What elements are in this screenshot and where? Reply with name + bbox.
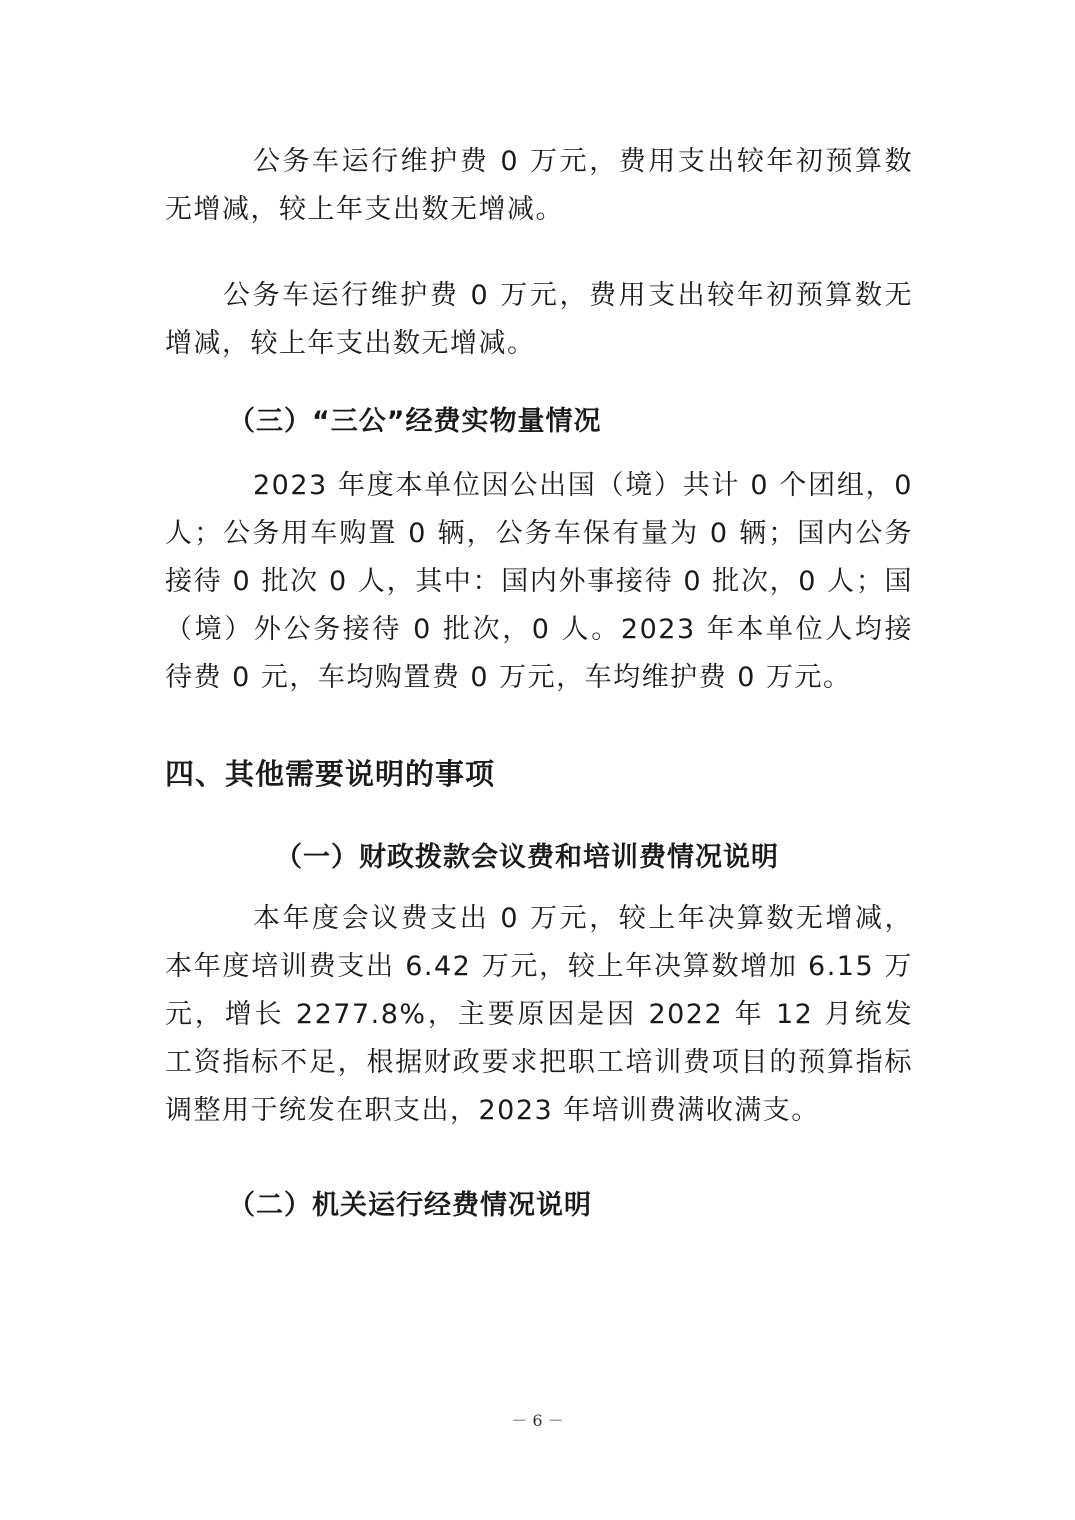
heading-meeting-training: （一）财政拨款会议费和培训费情况说明 <box>275 842 779 873</box>
paragraph-vehicle-maintenance-2: 公务车运行维护费 0 万元，费用支出较年初预算数无增减，较上年支出数无增减。 <box>165 280 913 359</box>
paragraph-sangong-physical: 2023 年度本单位因公出国（境）共计 0 个团组，0 人；公务用车购置 0 辆，公务车保有量为 0 辆；国内公务接待 0 批次 0 人，其中：国内外事接待 0 批次，0 人；国（境）外公务接待 0 批次，0 人。2023 年本单位人均接待费 0 元，车均购置费 0 万元，车均维护费 0 万元。 <box>165 470 913 693</box>
page-number: － 6 － <box>511 1411 564 1430</box>
heading-sangong-physical: （三）“三公”经费实物量情况 <box>228 406 602 437</box>
paragraph-vehicle-maintenance-1: 公务车运行维护费 0 万元，费用支出较年初预算数无增减，较上年支出数无增减。 <box>165 146 913 225</box>
paragraph-meeting-training: 本年度会议费支出 0 万元，较上年决算数无增减，本年度培训费支出 6.42 万元，较上年决算数增加 6.15 万元，增长 2277.8%，主要原因是因 2022 年 12 月统发工资指标不足，根据财政要求把职工培训费项目的预算指标调整用于统发在职支出，2023 年培训费满收满支。 <box>165 903 913 1126</box>
heading-operating-expenses: （二）机关运行经费情况说明 <box>228 1190 592 1221</box>
heading-section-4: 四、其他需要说明的事项 <box>165 757 496 791</box>
